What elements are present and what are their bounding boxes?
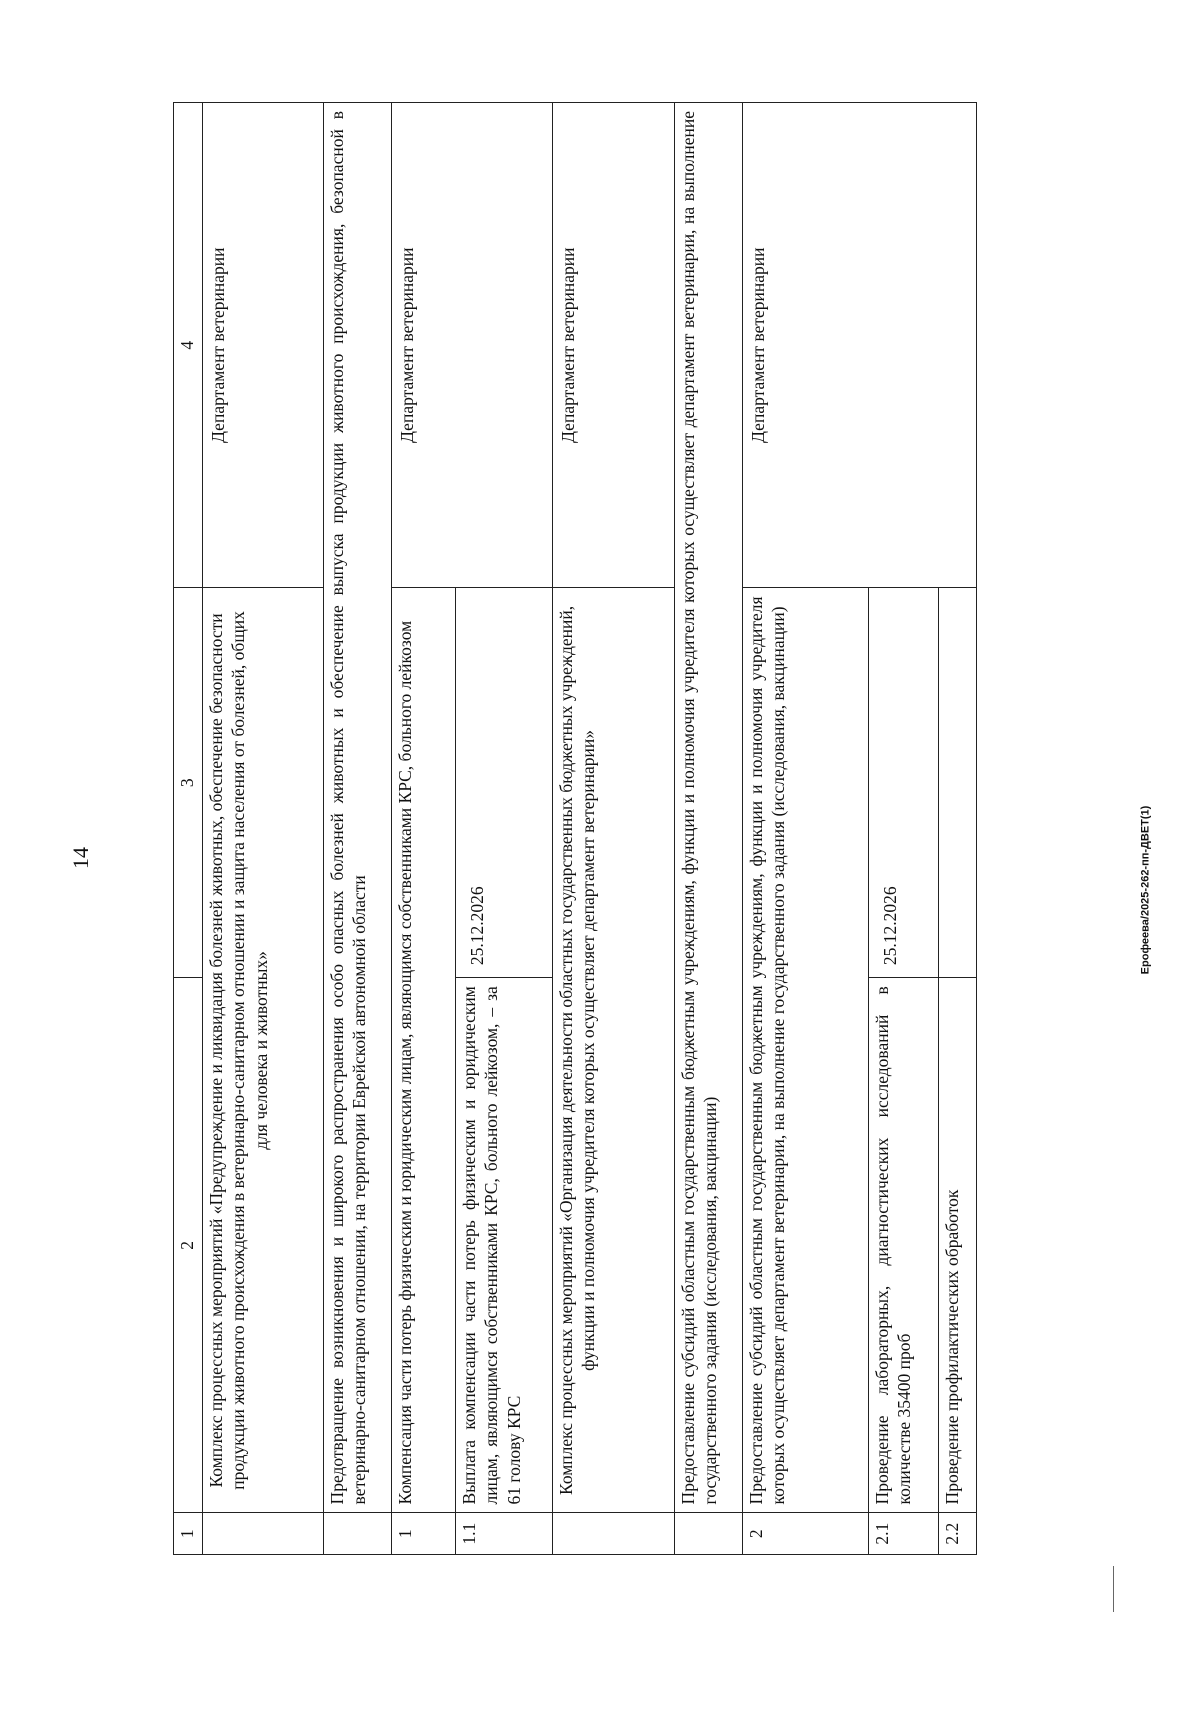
task2-text: Предоставление субсидий областным государственным бюджетным учреждениям, функции и полномочия учредителя которых осуществляет департамент ветеринарии, на выполнение государственного задания (исследования, вакцинации) bbox=[743, 588, 869, 1513]
task2-row bbox=[743, 103, 869, 1555]
item2-1-date: 25.12.2026 bbox=[869, 588, 939, 978]
complex1-row bbox=[203, 103, 324, 1555]
item1-1-date: 25.12.2026 bbox=[456, 588, 553, 978]
complex2-row bbox=[553, 103, 675, 1555]
header-col-3: 3 bbox=[174, 588, 203, 978]
item2-2-date bbox=[939, 588, 977, 978]
divider-line bbox=[1113, 1566, 1114, 1612]
task1-num: 1 bbox=[392, 1513, 456, 1555]
goal1-num bbox=[324, 1513, 392, 1555]
item2-1-text: Проведение лабораторных, диагностических исследований в количестве 35400 проб bbox=[869, 978, 939, 1513]
header-col-1: 1 bbox=[174, 1513, 203, 1555]
plan-table bbox=[173, 102, 977, 1555]
item1-1-text: Выплата компенсации части потерь физическим и юридическим лицам, являющимся собственниками КРС, больного лейкозом, – за 61 голову КРС bbox=[456, 978, 553, 1513]
goal1-row bbox=[324, 103, 392, 1555]
header-row bbox=[174, 103, 203, 1555]
header-col-4: 4 bbox=[174, 103, 203, 588]
footer-code bbox=[1132, 760, 1158, 1020]
footer-code-text: Ерофеева/2025-262-пп-ДВЕТ(1) bbox=[1139, 805, 1152, 975]
complex2-num bbox=[553, 1513, 675, 1555]
complex2-title: Комплекс процессных мероприятий «Организация деятельности областных государственных бюджетных учреждений, функции и полномочия учредителя которых осуществляет департамент ветеринарии» bbox=[553, 588, 675, 1513]
page-number: 14 bbox=[68, 847, 93, 869]
complex2-responsible: Департамент ветеринарии bbox=[553, 103, 675, 588]
header-col-2: 2 bbox=[174, 978, 203, 1513]
rotated-table-wrapper bbox=[173, 102, 1098, 1555]
task2-responsible: Департамент ветеринарии bbox=[743, 103, 977, 588]
item2-2-text: Проведение профилактических обработок bbox=[939, 978, 977, 1513]
task2-num: 2 bbox=[743, 1513, 869, 1555]
complex1-title: Комплекс процессных мероприятий «Предупреждение и ликвидация болезней животных, обеспечение безопасности продукции животного происхождения в ветеринарно-санитарном отношении и защита населения от болезней, общих для человека и животных» bbox=[203, 588, 324, 1513]
goal1-text: Предотвращение возникновения и широкого распространения особо опасных болезней животных и обеспечение выпуска продукции животного происхождения, безопасной в ветеринарно-санитарном отношении, на территории Еврейской автономной области bbox=[324, 103, 392, 1513]
goal2-text: Предоставление субсидий областным государственным бюджетным учреждениям, функции и полномочия учредителя которых осуществляет департамент ветеринарии, на выполнение государственного задания (исследования, вакцинации) bbox=[675, 103, 743, 1513]
complex1-responsible: Департамент ветеринарии bbox=[203, 103, 324, 588]
task1-text: Компенсация части потерь физическим и юридическим лицам, являющимся собственниками КРС, больного лейкозом bbox=[392, 588, 456, 1513]
item2-2-num: 2.2 bbox=[939, 1513, 977, 1555]
task1-row bbox=[392, 103, 456, 1555]
task1-responsible: Департамент ветеринарии bbox=[392, 103, 553, 588]
goal2-row bbox=[675, 103, 743, 1555]
complex1-num bbox=[203, 1513, 324, 1555]
item2-1-num: 2.1 bbox=[869, 1513, 939, 1555]
goal2-num bbox=[675, 1513, 743, 1555]
item1-1-num: 1.1 bbox=[456, 1513, 553, 1555]
